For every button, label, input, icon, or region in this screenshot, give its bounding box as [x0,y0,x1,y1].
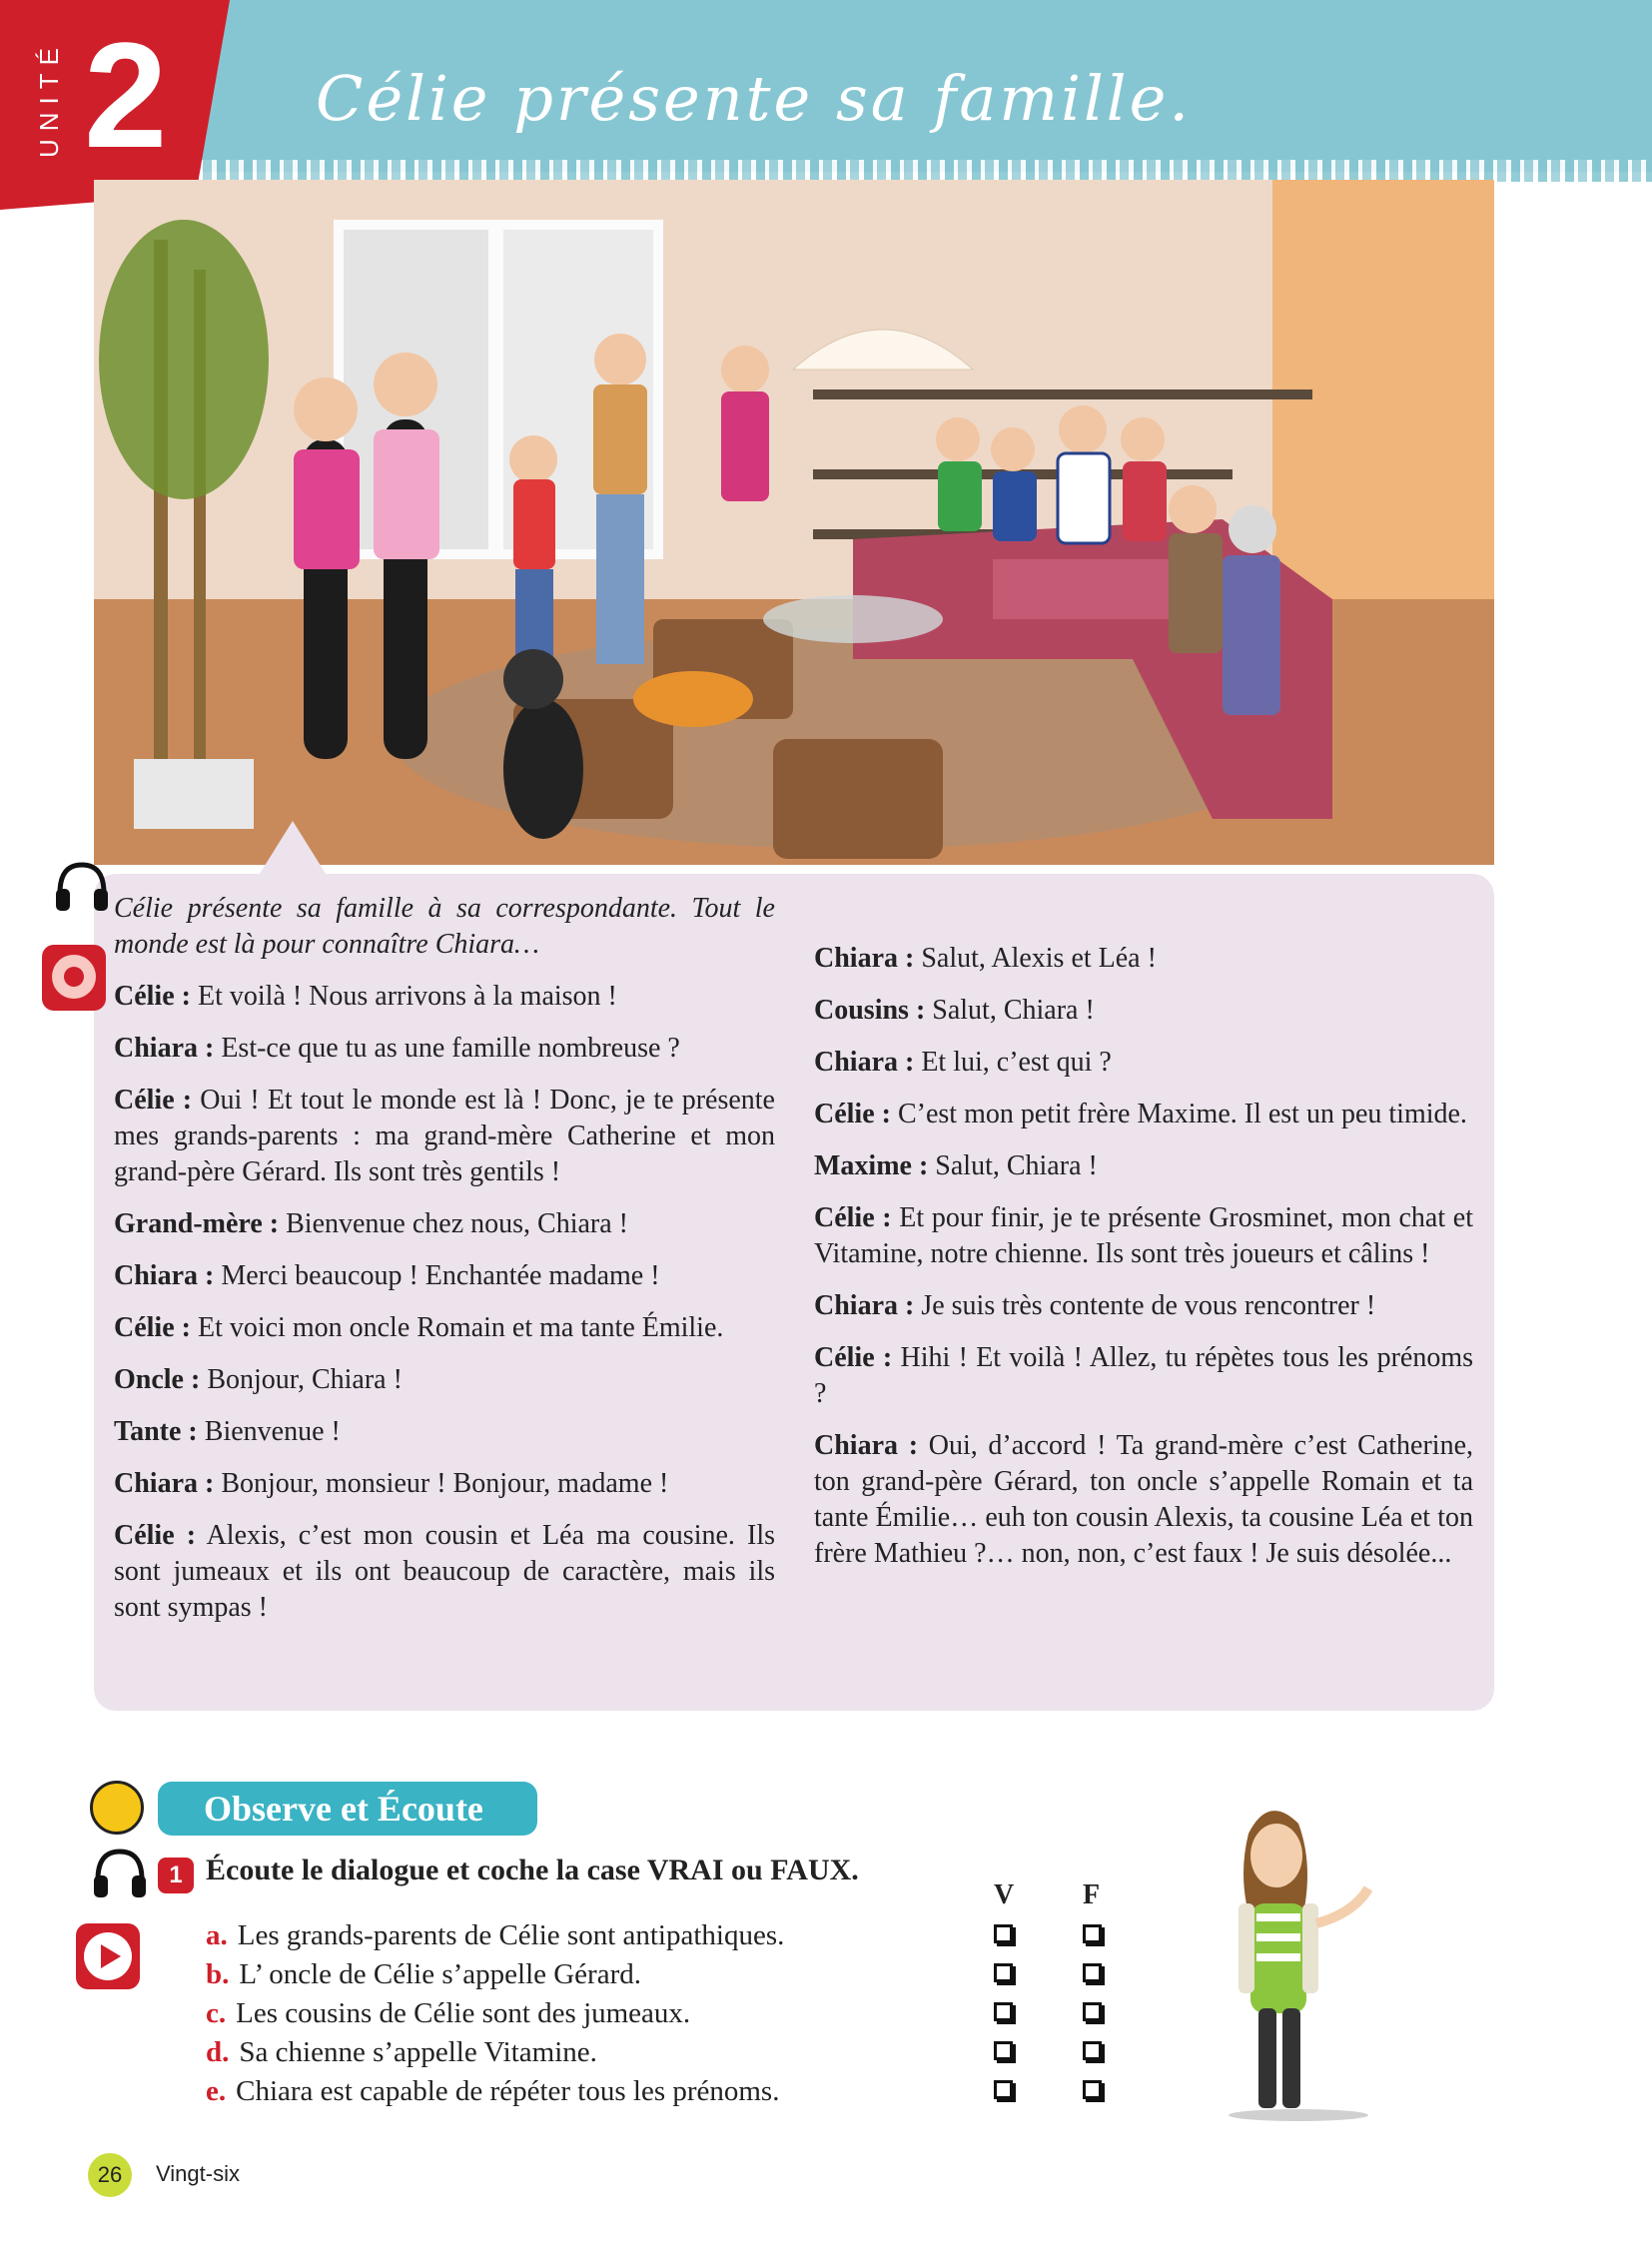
item-letter: d. [206,2036,230,2068]
speech: Salut, Chiara ! [928,1150,1098,1181]
dialogue-line [814,941,1473,977]
column-header-true: V [994,1879,1015,1910]
headphones-icon[interactable] [52,859,112,915]
speaker: Chiara : [814,1047,915,1078]
speaker: Chiara : [814,1430,919,1461]
speaker: Célie : [814,1099,891,1129]
exercise-number: 1 [158,1858,194,1893]
checkbox-false-c[interactable] [1083,2002,1102,2021]
dialogue-line [114,979,775,1015]
speaker: Célie : [814,1342,893,1373]
speaker: Oncle : [114,1364,201,1395]
dialogue-line [114,1310,775,1346]
list-item [206,2033,1105,2072]
item-text: L’ oncle de Célie s’appelle Gérard. [239,1958,641,1990]
headphones-icon[interactable] [90,1846,150,1901]
page-number: 26 [88,2153,132,2197]
speech: Et voici mon oncle Romain et ma tante Émilie. [190,1312,724,1343]
speaker: Célie : [114,1085,193,1116]
list-item [206,1916,1105,1955]
list-item [206,1994,1105,2033]
dialogue-line [814,1340,1473,1412]
dialogue-line [114,1466,775,1502]
speech: Salut, Chiara ! [925,995,1095,1026]
living-room-family-scene-icon [94,180,1494,865]
dialogue-line [814,1288,1473,1324]
dialogue-line [114,1258,775,1294]
unit-number: 2 [84,11,168,179]
speaker: Chiara : [114,1033,215,1064]
speaker: Grand-mère : [114,1208,280,1239]
item-letter: a. [206,1919,228,1951]
speaker: Cousins : [814,995,926,1026]
item-text: Chiara est capable de répéter tous les prénoms. [236,2075,780,2107]
checkbox-true-b[interactable] [994,1963,1013,1982]
list-item [206,2072,1105,2111]
play-icon[interactable] [76,1923,140,1989]
item-text: Les grands-parents de Célie sont antipathiques. [237,1919,785,1951]
checkbox-true-e[interactable] [994,2080,1013,2099]
speaker: Célie : [814,1202,892,1233]
item-letter: e. [206,2075,227,2107]
speech: Bonjour, Chiara ! [200,1364,403,1395]
speaker: Chiara : [114,1260,215,1291]
checkbox-false-e[interactable] [1083,2080,1102,2099]
dialogue-line [114,1362,775,1398]
speech: Et voilà ! Nous arrivons à la maison ! [190,981,617,1012]
dialogue-line [114,1414,775,1450]
speech: Oui, d’accord ! Ta grand-mère c’est Catherine, ton grand-père Gérard, ton oncle s’appelle Romain et ta tante Émilie… euh ton cousin Alexis, ta cousine Léa et ton frère Mathieu ?… non, non, c’est faux ! Je suis désolée... [814,1430,1473,1569]
unit-label: UNITÉ [34,40,64,158]
dialogue-line [114,1083,775,1190]
speech: Je suis très contente de vous rencontrer ! [914,1290,1376,1321]
living-room-illustration [94,180,1494,865]
dialogue-line [814,1148,1473,1184]
speech: Bonjour, monsieur ! Bonjour, madame ! [214,1468,669,1499]
dialogue-line [814,993,1473,1029]
checkbox-false-a[interactable] [1083,1924,1102,1943]
dialogue-line [114,1206,775,1242]
column-header-false: F [1083,1879,1101,1910]
ear-icon [90,1781,144,1835]
item-letter: b. [206,1958,230,1990]
item-letter: c. [206,1997,227,2029]
checkbox-false-d[interactable] [1083,2041,1102,2060]
page-title: Célie présente sa famille. [316,62,1193,135]
checkbox-true-c[interactable] [994,2002,1013,2021]
speaker: Célie : [114,1520,197,1551]
girl-character-icon [1179,1794,1408,2123]
dialogue-column-right [814,941,1473,1588]
dialogue-line [814,1097,1473,1132]
speech: Hihi ! Et voilà ! Allez, tu répètes tous les prénoms ? [814,1342,1473,1409]
section-title: Observe et Écoute [158,1782,537,1836]
speaker: Chiara : [114,1468,215,1499]
header-torn-edge [190,160,1652,182]
dialogue-line [814,1428,1473,1572]
page-number-word: Vingt-six [156,2161,240,2186]
speech: Oui ! Et tout le monde est là ! Donc, je te présente mes grands-parents : ma grand-mère Catherine et mon grand-père Gérard. Ils sont très gentils ! [114,1085,775,1187]
speaker: Maxime : [814,1150,929,1181]
speech: Bienvenue chez nous, Chiara ! [279,1208,628,1239]
speaker: Célie : [114,981,191,1012]
checkbox-true-d[interactable] [994,2041,1013,2060]
speech: Et lui, c’est qui ? [914,1047,1112,1078]
speech: Alexis, c’est mon cousin et Léa ma cousine. Ils sont jumeaux et ils ont beaucoup de caractère, mais ils sont sympas ! [114,1520,775,1623]
dialogue-line [814,1045,1473,1081]
list-item [206,1955,1105,1994]
speech: Est-ce que tu as une famille nombreuse ? [214,1033,680,1064]
exercise-instruction: Écoute le dialogue et coche la case VRAI ou FAUX. [206,1854,859,1886]
speaker: Célie : [114,1312,191,1343]
dialogue-column-left [114,891,775,1642]
dialogue-line [814,1200,1473,1272]
checkbox-true-a[interactable] [994,1924,1013,1943]
dialogue-intro: Célie présente sa famille à sa correspondante. Tout le monde est là pour connaître Chiara… [114,893,775,960]
speaker: Chiara : [814,943,915,974]
speaker: Tante : [114,1416,198,1447]
dialogue-line [114,1031,775,1067]
speaker: Chiara : [814,1290,915,1321]
speech: Et pour finir, je te présente Grosminet, mon chat et Vitamine, notre chienne. Ils sont très joueurs et câlins ! [814,1202,1473,1269]
speech: C’est mon petit frère Maxime. Il est un peu timide. [890,1099,1467,1129]
item-text: Les cousins de Célie sont des jumeaux. [236,1997,691,2029]
true-false-list [206,1916,1105,2111]
speech: Salut, Alexis et Léa ! [914,943,1157,974]
speech: Bienvenue ! [197,1416,341,1447]
item-text: Sa chienne s’appelle Vitamine. [239,2036,597,2068]
speech: Merci beaucoup ! Enchantée madame ! [214,1260,660,1291]
dialogue-line [114,1518,775,1626]
video-icon[interactable] [42,945,106,1011]
checkbox-false-b[interactable] [1083,1963,1102,1982]
